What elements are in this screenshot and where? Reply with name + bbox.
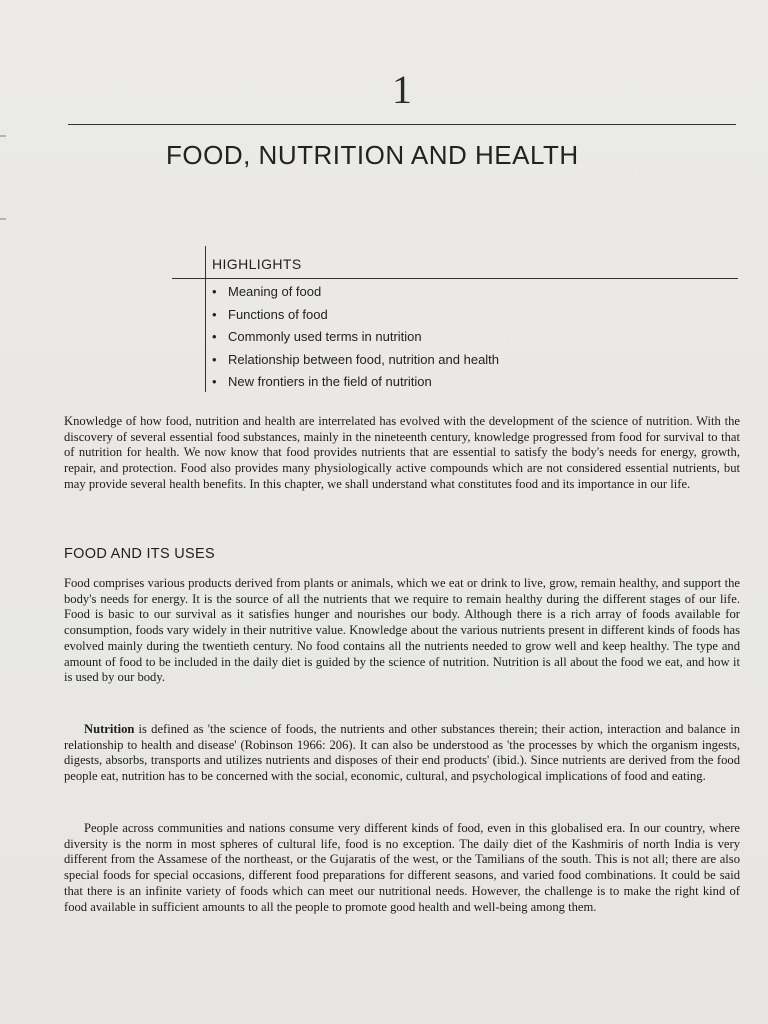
chapter-top-rule xyxy=(68,124,736,125)
chapter-title: FOOD, NUTRITION AND HEALTH xyxy=(166,140,579,170)
scan-edge-mark xyxy=(0,218,6,220)
highlights-item-text: Meaning of food xyxy=(228,284,322,299)
highlights-item-text: Commonly used terms in nutrition xyxy=(228,329,422,344)
highlights-item-text: Functions of food xyxy=(228,306,328,322)
chapter-number: 1 xyxy=(392,67,412,112)
bullet-icon: • xyxy=(212,306,217,322)
highlights-item xyxy=(212,304,499,327)
section-heading: FOOD AND ITS USES xyxy=(64,546,215,562)
highlights-vertical-rule xyxy=(205,246,206,392)
highlights-item xyxy=(212,281,499,304)
highlights-item xyxy=(212,349,499,372)
paragraph-text: is defined as 'the science of foods, the nutrients and other substances therein; their action, interaction and balance in relationship to health and disease' (Robinson 1966: 206). It can also be understood as 'the processes by which the organism ingests, digests, absorbs, transports and utilizes nutrients and disposes of their end products' (ibid.). Since nutrients are derived from the food people eat, nutrition has to be concerned with the social, economic, cultural, and psychological implications of food and eating. xyxy=(64,722,740,784)
intro-paragraph: Knowledge of how food, nutrition and health are interrelated has evolved with the development of the science of nutrition. With the discovery of several essential food substances, mainly in the nineteenth century, knowledge progressed from food for survival to that of nutrition for health. We now know that food provides nutrients that are essential to satisfy the body's needs for energy, growth, repair, and protection. Food also provides many physiologically active compounds which are not considered essential nutrients, but may provide several health benefits. In this chapter, we shall understand what constitutes food and its importance in our life. xyxy=(64,414,740,491)
nutrition-definition-paragraph xyxy=(64,722,740,785)
body-paragraph: Food comprises various products derived from plants or animals, which we eat or drink to live, grow, remain healthy, and support the body's needs for energy. It is the source of all the nutrients that we require to remain healthy during the different stages of our life. Food is basic to our survival as it satisfies hunger and nourishes our body. Although there is a rich array of foods available for consumption, foods vary widely in their nutritive value. Knowledge about the various nutrients present in different kinds of foods has evolved mainly during the twentieth century. No food contains all the nutrients needed to grow well and keep healthy. The type and amount of food to be included in the daily diet is guided by the science of nutrition. Nutrition is all about the food we eat, and how it is used by our body. xyxy=(64,576,740,685)
highlights-box xyxy=(172,246,738,394)
highlights-horizontal-rule xyxy=(172,278,738,279)
highlights-item xyxy=(212,326,499,349)
highlights-list xyxy=(212,281,499,394)
bullet-icon: • xyxy=(212,374,217,389)
highlights-item-text: New frontiers in the field of nutrition xyxy=(228,374,432,389)
body-paragraph: People across communities and nations consume very different kinds of food, even in this globalised era. In our country, where diversity is the norm in most spheres of cultural life, food is no exception. The daily diet of the Kashmiris of north India is very different from the Assamese of the northeast, or the Gujaratis of the west, or the Tamilians of the south. This is not all; there are also special foods for special occasions, different food preparations for different seasons, and varied food combinations. It could be said that there is an infinite variety of foods which can meet our nutritional needs. However, the challenge is to make the right kind of food available in sufficient amounts to all the people to promote good health and well-being among them. xyxy=(64,821,740,914)
highlights-item xyxy=(212,371,499,394)
bullet-icon: • xyxy=(212,351,217,367)
highlights-item-text: Relationship between food, nutrition and health xyxy=(228,351,500,367)
scan-edge-mark xyxy=(0,135,6,137)
bullet-icon: • xyxy=(212,329,217,344)
highlights-heading: HIGHLIGHTS xyxy=(212,256,302,272)
bold-term: Nutrition xyxy=(84,722,135,736)
bullet-icon: • xyxy=(212,284,217,299)
